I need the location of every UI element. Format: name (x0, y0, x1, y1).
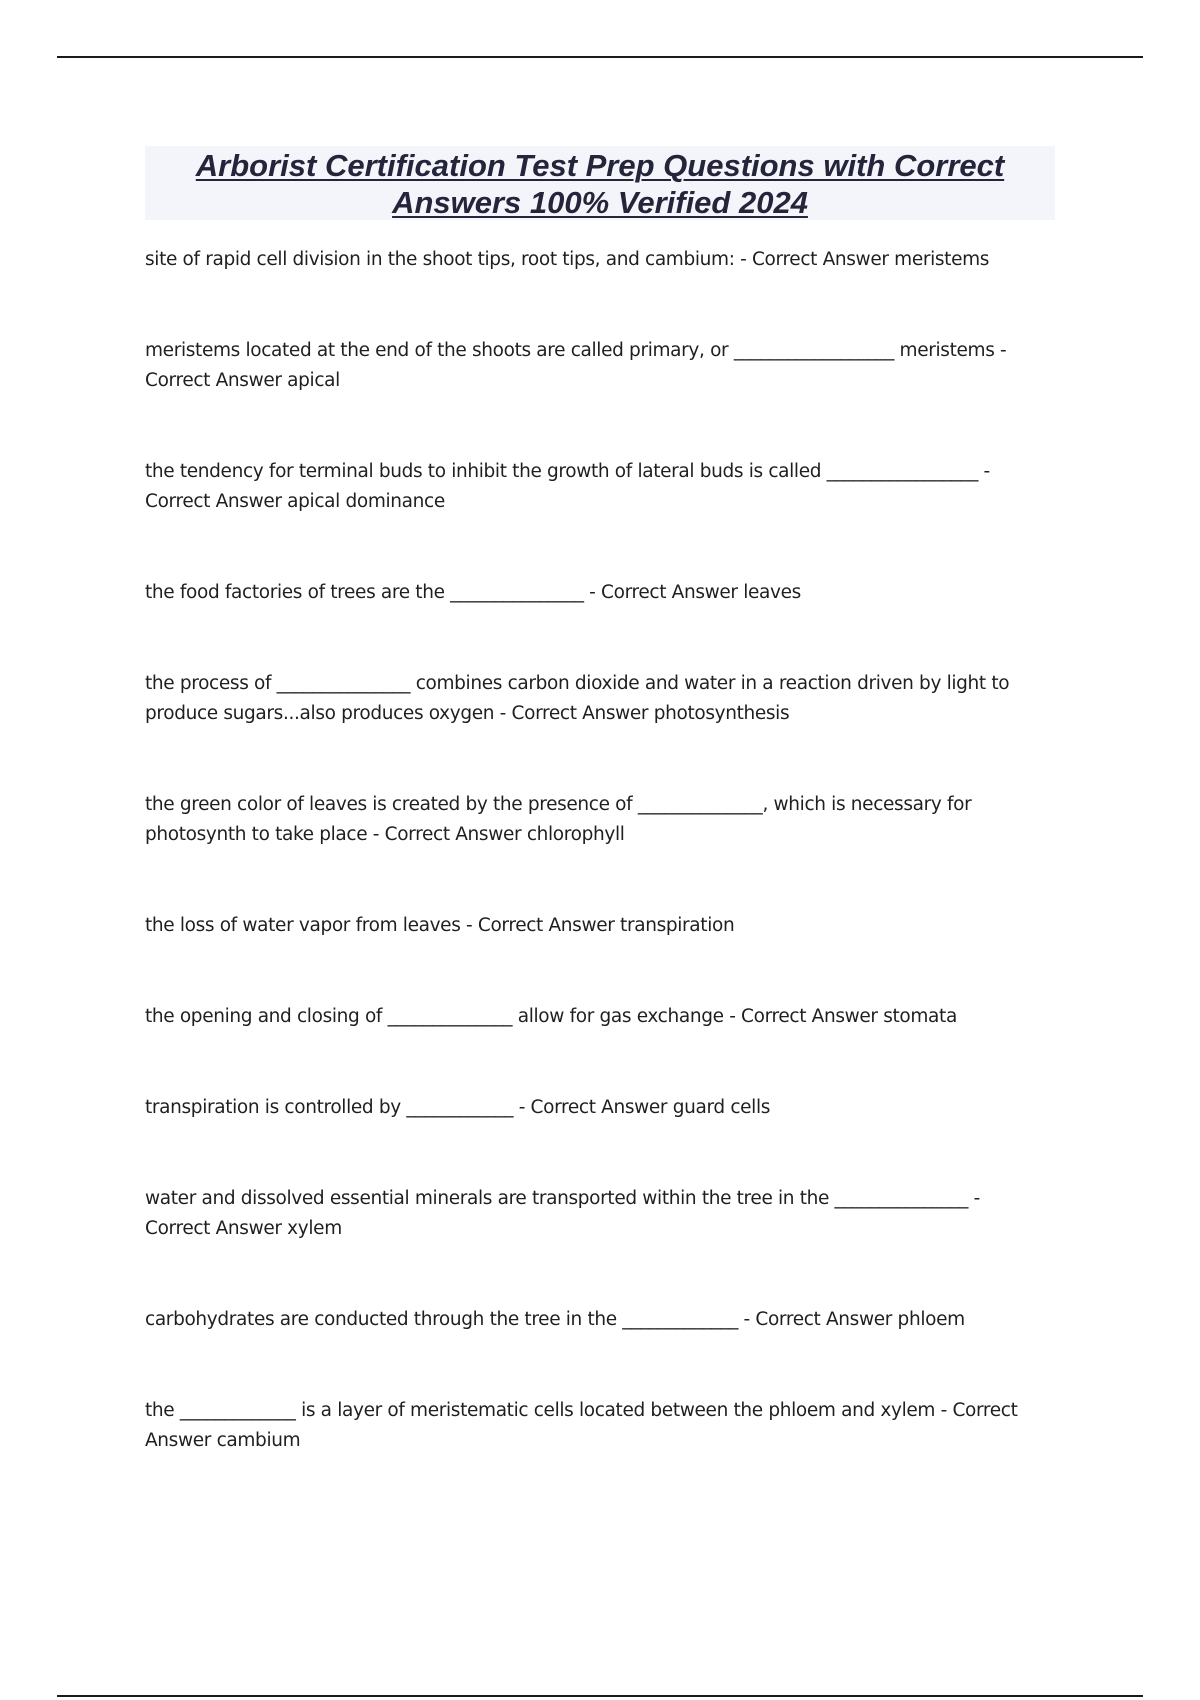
question-item-phloem: carbohydrates are conducted through the tree in the _____________ - Correct Answer phloem (145, 1309, 965, 1330)
question-item-cambium: the _____________ is a layer of meristematic cells located between the phloem and xylem - Correct Answer cambium (145, 1400, 1018, 1451)
question-item-meristems: site of rapid cell division in the shoot tips, root tips, and cambium: - Correct Answer meristems (145, 249, 990, 270)
question-item-leaves: the food factories of trees are the _______________ - Correct Answer leaves (145, 582, 801, 603)
question-item-guard-cells: transpiration is controlled by ____________ - Correct Answer guard cells (145, 1097, 771, 1118)
question-item-transpiration: the loss of water vapor from leaves - Correct Answer transpiration (145, 915, 735, 936)
question-item-stomata: the opening and closing of ______________ allow for gas exchange - Correct Answer stomata (145, 1006, 957, 1027)
question-item-apical: meristems located at the end of the shoots are called primary, or __________________ meristems - Correct Answer apical (145, 340, 1007, 391)
question-item-xylem: water and dissolved essential minerals are transported within the tree in the _______________ - Correct Answer xylem (145, 1188, 980, 1239)
question-item-apical-dominance: the tendency for terminal buds to inhibit the growth of lateral buds is called _________________ - Correct Answer apical dominance (145, 461, 990, 512)
bottom-rule (57, 1695, 1143, 1697)
title-banner (145, 146, 1055, 220)
question-item-chlorophyll: the green color of leaves is created by the presence of ______________, which is necessary for photosynth to take place - Correct Answer chlorophyll (145, 794, 972, 845)
question-list (145, 245, 1045, 1517)
document-title: Arborist Certification Test Prep Questions with Correct Answers 100% Verified 2024 (195, 148, 1005, 220)
top-rule (57, 56, 1143, 58)
question-item-photosynthesis: the process of _______________ combines carbon dioxide and water in a reaction driven by light to produce sugars...also produces oxygen - Correct Answer photosynthesis (145, 673, 1010, 724)
